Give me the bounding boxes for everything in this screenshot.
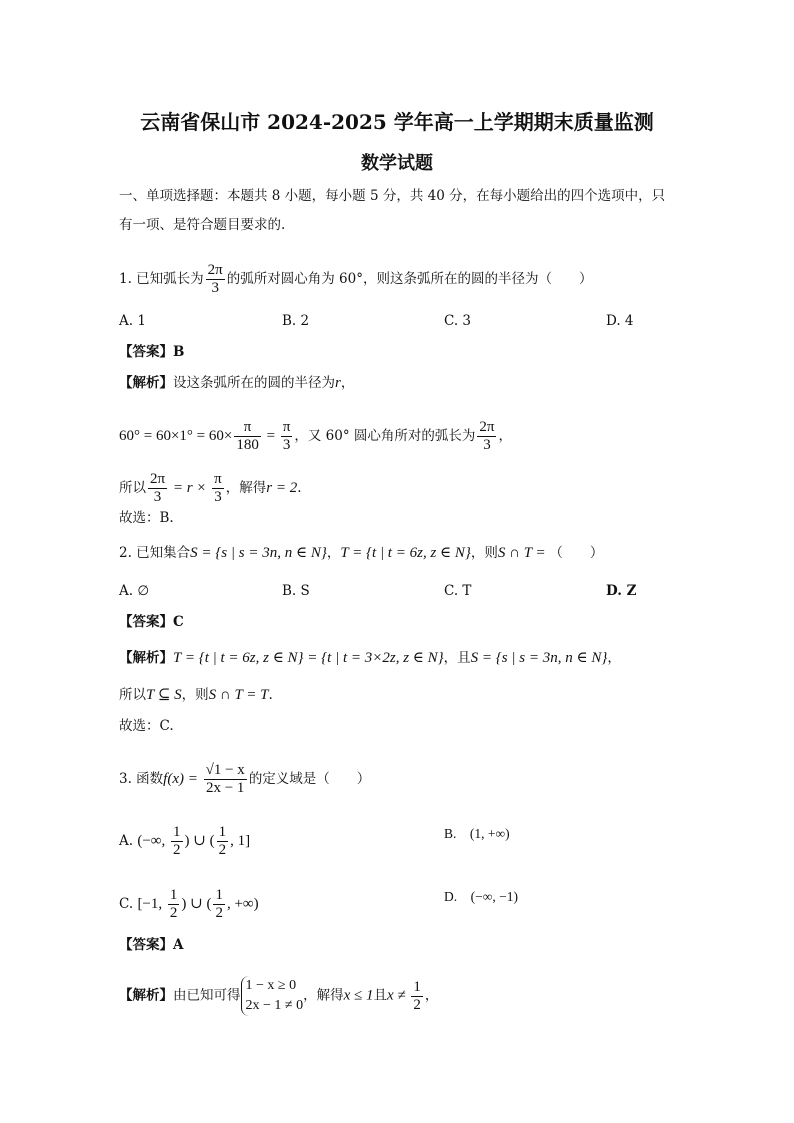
q1-frac-3c: 3 <box>153 489 162 505</box>
q3-option-c-part3: , +∞) <box>226 896 259 912</box>
q2-option-b: B. S <box>282 583 310 599</box>
q3-a-half-num: 1 <box>173 824 181 840</box>
q3-solve: ，解得 <box>303 987 344 1004</box>
q2-analysis-line2 <box>119 685 273 705</box>
q2-result: S ∩ T = T <box>208 687 269 703</box>
q3-prefix: 3. 函数 <box>119 771 164 787</box>
q1-r-eq: r = 2 <box>266 480 298 496</box>
q1-frac-3d: 3 <box>214 489 222 505</box>
q1-analysis-line1 <box>119 373 354 393</box>
q3-frac-den: 2x − 1 <box>205 780 245 796</box>
q1-frac-pi-3 <box>281 419 293 454</box>
q2-analysis-line1 <box>119 648 621 668</box>
q1-frac-pi: π <box>234 419 261 437</box>
q1-answer: 【答案】B <box>119 344 185 360</box>
q1-frac-pi3: π <box>214 471 222 487</box>
q3-equation-system <box>241 976 304 1016</box>
q1-so-text: 所以 <box>119 480 146 496</box>
q3-x-ne: x ≠ <box>386 987 410 1004</box>
q1-analysis-comma: ， <box>340 375 355 391</box>
q3-option-a-frac1 <box>171 824 183 859</box>
q3-half-num: 1 <box>413 978 421 995</box>
q1-line2-comma: ， <box>498 428 512 444</box>
section-heading-line1: 一、单项选择题：本题共 8 小题，每小题 5 分，共 40 分，在每小题给出的四个选项中，只 <box>119 188 666 204</box>
q2-option-a: A. ∅ <box>119 583 150 599</box>
q1-frac-2pi: 2π <box>479 419 495 435</box>
q2-t-def: T = {t | t = 6z, z ∈ N} <box>340 545 471 561</box>
q1-frac-2pi-3b <box>148 471 167 506</box>
q3-c-half-den2: 2 <box>215 905 223 921</box>
q3-option-c-frac2 <box>213 887 225 922</box>
q1-analysis-line2 <box>119 419 512 454</box>
q1-period: . <box>297 480 302 496</box>
q2-answer: 【答案】C <box>119 614 184 630</box>
q3-end: ， <box>424 987 439 1004</box>
q2-comma: ， <box>326 545 341 561</box>
q3-frac-num: √1 − x <box>205 762 245 778</box>
q3-option-a <box>119 824 250 859</box>
q2-option-c: C. T <box>444 583 472 599</box>
q3-and: 且 <box>373 987 387 1004</box>
q2-end-comma: ， <box>607 650 621 666</box>
q1-frac-pi-3b <box>212 471 224 506</box>
q3-system-row1: 1 − x ≥ 0 <box>245 978 297 993</box>
q2-s-again: S = {s | s = 3n, n ∈ N} <box>470 650 608 666</box>
q3-x-le: x ≤ 1 <box>343 987 374 1004</box>
section-heading-line2: 有一项、是符合题目要求的. <box>119 217 286 233</box>
q2-and-text: ，且 <box>443 650 471 666</box>
q2-choose: 故选：C. <box>119 718 174 734</box>
q3-fx: f(x) = <box>163 771 202 787</box>
q1-suffix: 的弧所对圆心角为 60°，则这条弧所在的圆的半径为（ ） <box>226 271 593 287</box>
q3-option-c-part2: ) ∪ ( <box>181 896 212 912</box>
q3-suffix: 的定义域是（ ） <box>248 771 371 787</box>
q3-option-a-part1: (−∞, <box>137 833 169 849</box>
q2-s-def: S = {s | s = 3n, n ∈ N} <box>190 545 327 561</box>
q2-then2: ，则 <box>181 687 209 703</box>
q3-c-half-num: 1 <box>169 887 178 903</box>
q2-so-text: 所以 <box>119 687 146 703</box>
q2-subset: T ⊆ S <box>146 687 182 703</box>
q3-system-row2: 2x − 1 ≠ 0 <box>245 998 304 1013</box>
q1-choose: 故选：B. <box>119 510 174 526</box>
q3-option-c-label: C. <box>119 896 134 912</box>
q3-a-half-den: 2 <box>173 842 181 858</box>
q2-period: . <box>268 687 273 703</box>
q2-intersection: S ∩ T = <box>497 545 550 561</box>
q1-option-b: B. 2 <box>282 313 310 329</box>
q2-analysis-eq: T = {t | t = 6z, z ∈ N} = {t | t = 3×2z, z ∈ N} <box>173 650 444 666</box>
q1-option-c: C. 3 <box>444 313 472 329</box>
q3-c-half-den: 2 <box>169 905 178 921</box>
q1-solve-text: ，解得 <box>225 480 267 496</box>
q1-frac-2pi-b: 2π <box>150 471 166 487</box>
q1-frac-pi-180 <box>234 419 261 454</box>
q3-a-half-num2: 1 <box>218 824 227 840</box>
q3-half-frac <box>411 979 423 1014</box>
q1-analysis-line3 <box>119 471 302 506</box>
q3-analysis-text: 由已知可得 <box>173 987 241 1004</box>
q1-eq-start: 60° = 60×1° = 60× <box>119 428 233 444</box>
q2-paren: （ ） <box>549 545 604 561</box>
q1-option-d: D. 4 <box>606 313 634 329</box>
q1-frac-3b: 3 <box>483 437 491 453</box>
q3-option-c-frac1 <box>168 887 180 922</box>
exam-title: 云南省保山市 2024-2025 学年高一上学期期末质量监测 <box>140 110 654 134</box>
q1-eq-equals: = <box>262 428 279 444</box>
q3-option-a-label: A. <box>119 833 134 849</box>
q3-analysis-line1 <box>119 976 438 1016</box>
exam-subtitle: 数学试题 <box>361 153 433 174</box>
q2-option-d: D. Z <box>606 583 637 599</box>
q3-stem <box>119 762 370 797</box>
q2-stem <box>119 543 603 563</box>
q3-option-a-part2: ) ∪ ( <box>184 833 215 849</box>
q1-fraction <box>206 262 225 297</box>
q3-fraction <box>204 762 247 797</box>
q1-analysis-text: 设这条弧所在的圆的半径为 <box>173 375 335 391</box>
q3-option-c-part1: [−1, <box>137 896 166 912</box>
q3-option-a-frac2 <box>217 824 229 859</box>
q1-prefix: 1. 已知弧长为 <box>119 271 204 287</box>
q1-option-a: A. 1 <box>119 313 146 329</box>
q1-mid-text: ，又 60° 圆心角所对的弧长为 <box>294 428 476 444</box>
q3-half-den: 2 <box>413 996 421 1013</box>
q2-prefix: 2. 已知集合 <box>119 545 191 561</box>
q3-option-d: D. (−∞, −1) <box>444 889 518 904</box>
q1-frac-pi2: π <box>282 419 291 435</box>
q3-option-b: B. (1, +∞) <box>444 826 510 841</box>
q1-analysis-label: 【解析】 <box>119 375 173 391</box>
q1-stem <box>119 262 592 297</box>
q2-then: ，则 <box>470 545 498 561</box>
q1-frac-3: 3 <box>282 437 291 453</box>
q3-c-half-num2: 1 <box>215 887 223 903</box>
q3-option-a-part3: , 1] <box>230 833 251 849</box>
q1-frac-num: 2π <box>207 262 223 278</box>
q3-a-half-den2: 2 <box>218 842 227 858</box>
q1-eq-rx: = r × <box>169 480 211 496</box>
q3-option-c <box>119 887 259 922</box>
q1-frac-2pi-3 <box>477 419 496 454</box>
q2-analysis-label: 【解析】 <box>119 650 173 666</box>
q3-analysis-label: 【解析】 <box>119 987 173 1004</box>
q1-frac-den: 3 <box>211 280 219 296</box>
q3-answer: 【答案】A <box>119 937 184 953</box>
q1-frac-180: 180 <box>236 437 259 453</box>
q1-analysis-r: r <box>335 375 341 391</box>
